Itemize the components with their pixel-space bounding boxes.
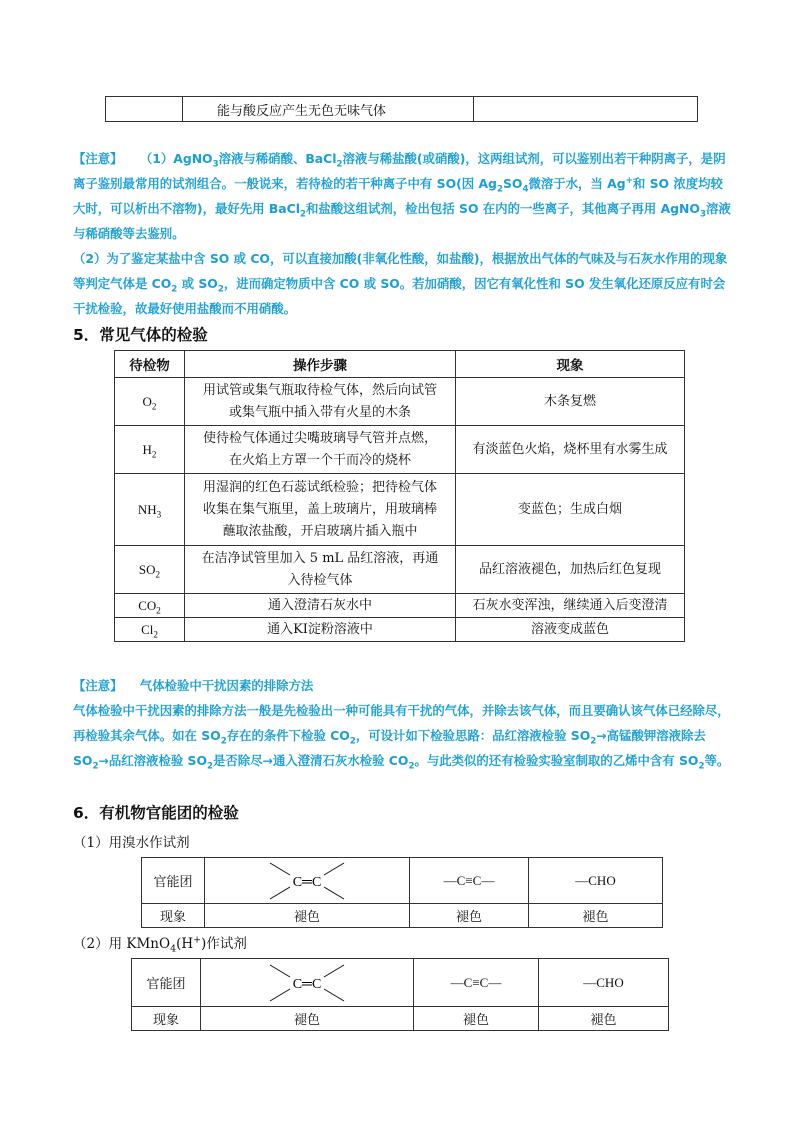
phenomenon-cell: 有淡蓝色火焰，烧杯里有水雾生成 [456, 426, 685, 474]
gas-table-header: 待检物 [115, 351, 185, 378]
top-table-cell: 能与酸反应产生无色无味气体 [183, 97, 474, 122]
table-row [115, 618, 685, 642]
steps-cell: 用湿润的红色石蕊试纸检验；把待检气体 收集在集气瓶里，盖上玻璃片，用玻璃棒 蘸取浓盐酸，开启玻璃片插入瓶中 [185, 474, 456, 546]
bromine-water-table [141, 857, 663, 928]
phenomenon-cell: 溶液变成蓝色 [456, 618, 685, 642]
gas-cell: $H_2$ [115, 426, 185, 474]
result-cell: 褪色 [414, 1007, 539, 1031]
table-row [132, 1007, 669, 1031]
result-cell: 褪色 [529, 904, 663, 928]
table-row [115, 546, 685, 594]
row-label: 官能团 [132, 959, 201, 1007]
aldehyde-cell: —CHO [539, 959, 669, 1007]
alkyne-cell: —C≡C— [414, 959, 539, 1007]
alkene-structure-icon [262, 859, 352, 903]
alkene-cell [201, 959, 414, 1007]
top-table-empty-cell [106, 97, 183, 122]
row-label: 官能团 [142, 858, 205, 904]
phenomenon-cell: 变蓝色；生成白烟 [456, 474, 685, 546]
top-table-empty-cell [474, 97, 698, 122]
phenomenon-cell: 品红溶液褪色，加热后红色复现 [456, 546, 685, 594]
table-row [115, 378, 685, 426]
row-label: 现象 [142, 904, 205, 928]
gas-table [114, 350, 685, 642]
alkyne-cell: —C≡C— [410, 858, 529, 904]
result-cell: 褪色 [201, 1007, 414, 1031]
steps-cell: 通入澄清石灰水中 [185, 594, 456, 618]
result-cell: 褪色 [410, 904, 529, 928]
subsection-1-title: （1）用溴水作试剂 [73, 835, 190, 851]
section-5-title: 5．常见气体的检验 [73, 326, 208, 344]
note-1-paragraph-2: （2）为了鉴定某盐中含 SO 或 CO，可以直接加酸(非氧化性酸，如盐酸)，根据放出气体的气味及与石灰水作用的现象等判定气体是 $CO_2$ 或 $SO_2$，进而确定物质中含 CO 或 SO。若加硝酸，因它有氧化性和 SO 发生氧化还原反应有时会干扰检验，故最好使用盐酸而不用硝酸。 [73, 251, 728, 316]
steps-cell: 用试管或集气瓶取待检气体，然后向试管 或集气瓶中插入带有火星的木条 [185, 378, 456, 426]
gas-cell: $CO_2$ [115, 594, 185, 618]
steps-cell: 在洁净试管里加入 5 mL 品红溶液，再通 入待检气体 [185, 546, 456, 594]
steps-cell: 通入KI淀粉溶液中 [185, 618, 456, 642]
top-table [105, 96, 698, 122]
gas-cell: $SO_2$ [115, 546, 185, 594]
table-row [115, 426, 685, 474]
table-row [115, 594, 685, 618]
note-1 [73, 146, 733, 321]
note-2 [73, 673, 733, 773]
table-row [115, 474, 685, 546]
note-2-body: 气体检验中干扰因素的排除方法一般是先检验出一种可能具有干扰的气体，并除去该气体，而且要确认该气体已经除尽，再检验其余气体。如在 $SO_2$存在的条件下检验 $CO_2$，可设计如下检验思路：品红溶液检验 $SO_2\to$高锰酸钾溶液除去 $SO_2\to$品红溶液检验 $SO_2$是否除尽→通入澄清石灰水检验 $CO_2$。与此类似的还有检验实验室制取的乙烯中含有 $SO_2$等。 [73, 703, 730, 772]
phenomenon-cell: 石灰水变浑浊，继续通入后变澄清 [456, 594, 685, 618]
table-row [142, 904, 663, 928]
subsection-2-title: （2）用 KMnO$_4$(H+)作试剂 [73, 934, 247, 955]
note-1-paragraph-1: 【注意】 （1）AgNO$_3$溶液与稀硝酸、BaCl$_2$溶液与稀盐酸(或硝酸)，这两组试剂，可以鉴别出若干种阴离子，是阴离子鉴别最常用的试剂组合。一般说来，若待检的若干种离子中有 SO(因 $Ag_2SO_4$微溶于水，当 Ag+和 SO 浓度均较大时，可以析出不溶物)，最好先用 BaCl$_2$和盐酸这组试剂，检出包括 SO 在内的一些离子，其他离子再用 AgNO$_3$溶液与稀硝酸等去鉴别。 [73, 151, 731, 241]
row-label: 现象 [132, 1007, 201, 1031]
section-6-title: 6．有机物官能团的检验 [73, 804, 239, 822]
table-row [142, 858, 663, 904]
note-2-title-line: 【注意】 气体检验中干扰因素的排除方法 [73, 678, 314, 693]
kmno4-table [131, 958, 669, 1031]
gas-cell: $Cl_2$ [115, 618, 185, 642]
table-row [132, 959, 669, 1007]
result-cell: 褪色 [205, 904, 410, 928]
svg-text:C═C: C═C [292, 976, 322, 992]
gas-cell: $O_2$ [115, 378, 185, 426]
phenomenon-cell: 木条复燃 [456, 378, 685, 426]
gas-table-header: 现象 [456, 351, 685, 378]
gas-cell: $NH_3$ [115, 474, 185, 546]
steps-cell: 使待检气体通过尖嘴玻璃导气管并点燃， 在火焰上方罩一个干而冷的烧杯 [185, 426, 456, 474]
result-cell: 褪色 [539, 1007, 669, 1031]
gas-table-header: 操作步骤 [185, 351, 456, 378]
alkene-structure-icon [262, 961, 352, 1005]
svg-text:C═C: C═C [292, 874, 322, 890]
aldehyde-cell: —CHO [529, 858, 663, 904]
alkene-cell [205, 858, 410, 904]
